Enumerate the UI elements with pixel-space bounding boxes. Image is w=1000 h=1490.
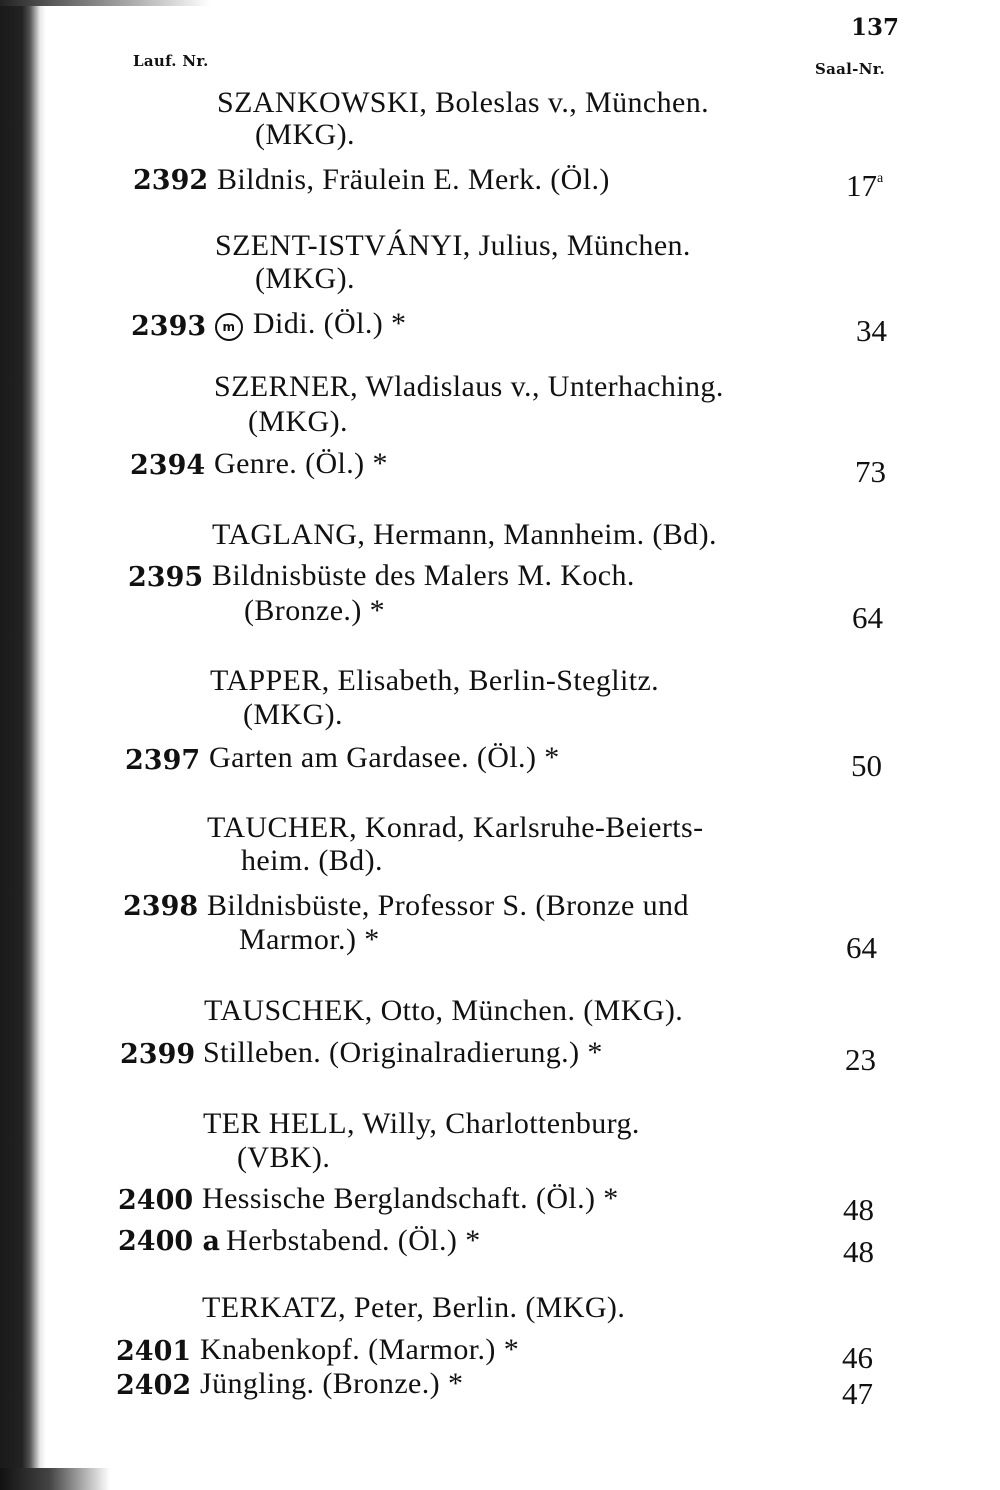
artist-heading: SZENT-ISTVÁNYI, Julius, München. xyxy=(215,229,691,262)
work-title: Jüngling. (Bronze.) * xyxy=(200,1367,464,1400)
lauf-nr-label: Lauf. Nr. xyxy=(133,52,209,70)
work-title: Didi. (Öl.) * xyxy=(252,307,407,340)
room-number: 47 xyxy=(842,1376,873,1411)
artist-heading: SZERNER, Wladislaus v., Unterhaching. xyxy=(214,370,724,403)
scan-binding-edge xyxy=(0,0,46,1490)
room-number: 17$^a$ xyxy=(846,168,884,203)
catalog-number: 2402 xyxy=(116,1370,192,1401)
artist-heading-cont: (MKG). xyxy=(255,262,355,295)
artist-heading: TERKATZ, Peter, Berlin. (MKG). xyxy=(202,1291,626,1324)
artist-heading-cont: (MKG). xyxy=(248,405,348,438)
museum-stamp-icon: m xyxy=(215,313,243,341)
room-number: 50 xyxy=(851,748,882,783)
room-suffix: a xyxy=(877,171,884,186)
catalog-number: 2400 a xyxy=(118,1226,221,1257)
scan-top-edge xyxy=(0,0,210,6)
room-number: 73 xyxy=(855,454,886,489)
room-number: 64 xyxy=(852,600,883,635)
artist-heading: TAGLANG, Hermann, Mannheim. (Bd). xyxy=(212,518,717,551)
artist-heading: TAPPER, Elisabeth, Berlin-Steglitz. xyxy=(210,664,660,697)
catalog-number: 2393 xyxy=(131,311,207,342)
room-number: 48 xyxy=(843,1234,874,1269)
artist-heading: TAUCHER, Konrad, Karlsruhe-Beierts- xyxy=(207,811,704,844)
work-title: Herbstabend. (Öl.) * xyxy=(226,1224,481,1257)
catalog-number: 2395 xyxy=(128,562,204,593)
artist-heading: TAUSCHEK, Otto, München. (MKG). xyxy=(204,994,684,1027)
saal-nr-label: Saal-Nr. xyxy=(815,60,886,78)
work-title: Bildnis, Fräulein E. Merk. (Öl.) xyxy=(217,163,610,196)
work-title: Genre. (Öl.) * xyxy=(214,447,388,480)
scan-bottom-edge xyxy=(0,1468,110,1490)
room-number: 48 xyxy=(843,1192,874,1227)
work-title-cont: Marmor.) * xyxy=(239,923,380,956)
room-number: 34 xyxy=(856,313,887,348)
catalog-number: 2401 xyxy=(116,1336,192,1367)
room-number: 46 xyxy=(842,1340,873,1375)
catalog-number: 2398 xyxy=(123,891,199,922)
catalog-number: 2399 xyxy=(120,1039,196,1070)
catalog-number: 2392 xyxy=(133,165,209,196)
work-title-row xyxy=(215,307,406,341)
artist-heading: SZANKOWSKI, Boleslas v., München. xyxy=(217,86,710,119)
work-title-cont: (Bronze.) * xyxy=(244,594,386,627)
artist-heading-cont: heim. (Bd). xyxy=(241,844,383,877)
artist-heading-cont: (VBK). xyxy=(237,1141,331,1174)
artist-heading-cont: (MKG). xyxy=(255,118,355,151)
catalog-number: 2400 xyxy=(118,1185,194,1216)
room-number: 64 xyxy=(846,930,877,965)
catalog-number: 2397 xyxy=(125,745,201,776)
artist-heading-cont: (MKG). xyxy=(243,698,343,731)
work-title: Stilleben. (Originalradierung.) * xyxy=(203,1036,603,1069)
room-number: 23 xyxy=(845,1042,876,1077)
page-number: 137 xyxy=(851,14,900,41)
work-title: Hessische Berglandschaft. (Öl.) * xyxy=(202,1182,619,1215)
work-title: Bildnisbüste des Malers M. Koch. xyxy=(212,559,635,592)
artist-heading: TER HELL, Willy, Charlottenburg. xyxy=(203,1107,640,1140)
work-title: Knabenkopf. (Marmor.) * xyxy=(200,1333,520,1366)
work-title: Garten am Gardasee. (Öl.) * xyxy=(209,741,560,774)
catalog-number: 2394 xyxy=(130,450,206,481)
work-title: Bildnisbüste, Professor S. (Bronze und xyxy=(207,889,689,922)
